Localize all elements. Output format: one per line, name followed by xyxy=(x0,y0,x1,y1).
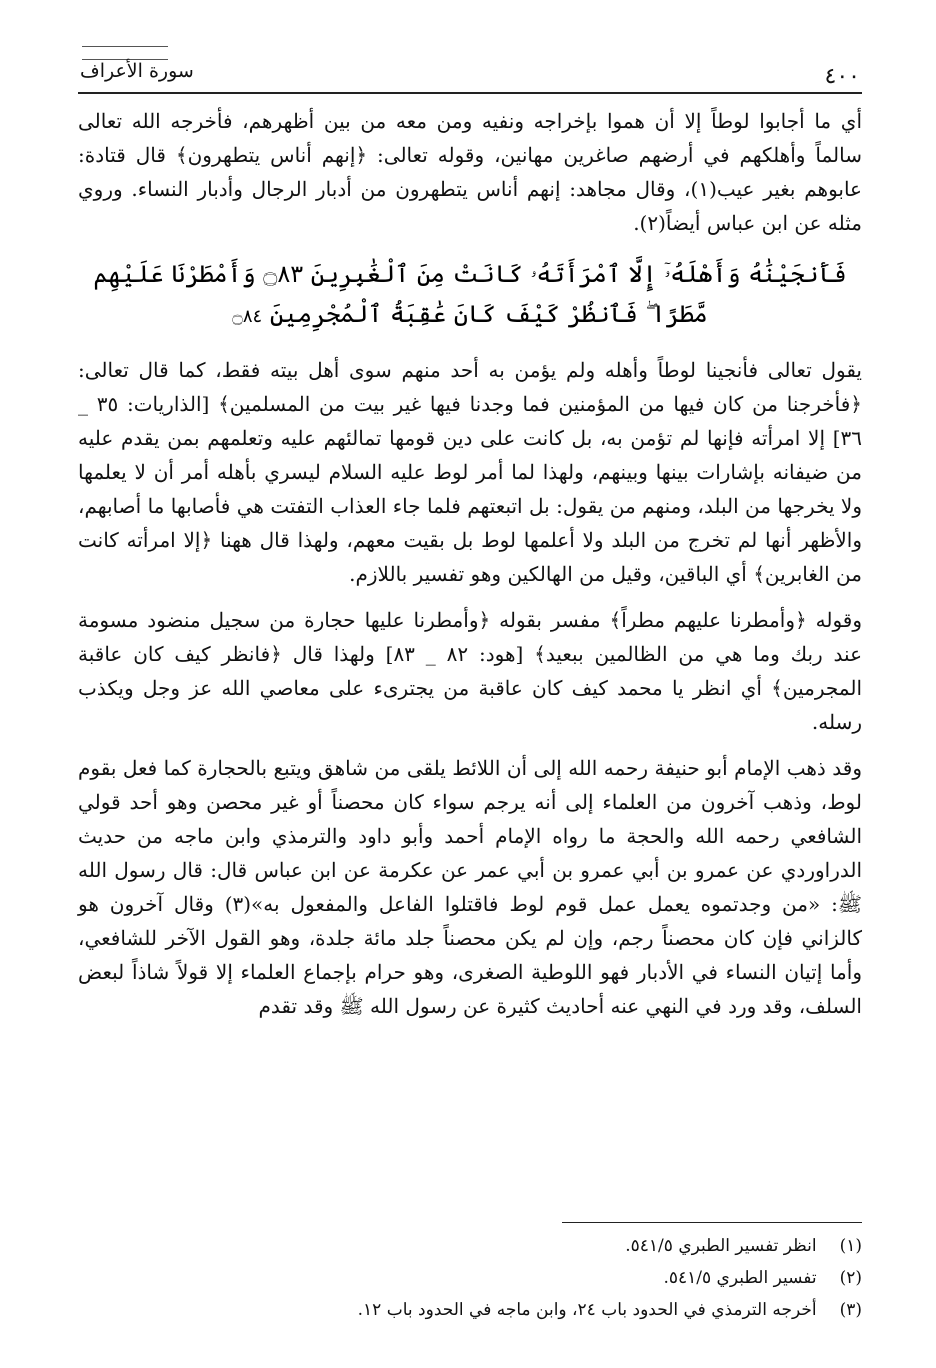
header-divider xyxy=(78,92,862,94)
surah-title: سورة الأعراف xyxy=(80,60,194,82)
footnotes xyxy=(78,1230,862,1326)
header-ornament xyxy=(82,46,168,60)
footnote-item xyxy=(78,1294,862,1326)
paragraph-3: وقوله ﴿وأمطرنا عليهم مطراً﴾ مفسر بقوله ﴿وأمطرنا عليها حجارة من سجيل منضود مسومة عند ربك وما هي من الظالمين ببعيد﴾ [هود: ٨٢ _ ٨٣] ولهذا قال ﴿فانظر كيف كان عاقبة المجرمين﴾ أي انظر يا محمد كيف كان عاقبة من يجترىء على معاصي الله عز وجل ويكذب رسله. xyxy=(78,608,863,734)
footnote-number: (١) xyxy=(839,1236,862,1256)
footnote-text: أخرجه الترمذي في الحدود باب ٢٤، وابن ماجه في الحدود باب ١٢. xyxy=(357,1300,817,1320)
page-body xyxy=(78,104,862,1035)
footnote-text: تفسير الطبري ٥٤١/٥. xyxy=(663,1268,817,1288)
verse-text: فَأَنجَيْنَٰهُ وَأَهْلَهُۥٓ إِلَّا ٱمْرَأَتَهُۥ كَانَتْ مِنَ ٱلْغَٰبِرِينَ ۝٨٣ وَأَمْطَرْنَا عَلَيْهِم مَّطَرًا ۖ فَٱنظُرْ كَيْفَ كَانَ عَٰقِبَةُ ٱلْمُجْرِمِينَ xyxy=(93,260,847,328)
footnote-text: انظر تفسير الطبري ٥٤١/٥. xyxy=(625,1236,817,1256)
page-header xyxy=(78,40,862,96)
footnote-number: (٢) xyxy=(839,1268,862,1288)
quran-verse xyxy=(78,254,862,337)
verse-end-marker: ۝٨٤ xyxy=(232,306,263,327)
page-number: ٤٠٠ xyxy=(824,64,860,89)
footnote-item xyxy=(78,1230,862,1262)
footnote-item xyxy=(78,1262,862,1294)
paragraph-2: يقول تعالى فأنجينا لوطاً وأهله ولم يؤمن به أحد منهم سوى أهل بيته فقط، كما قال تعالى: ﴿فأخرجنا من كان فيها من المؤمنين فما وجدنا فيها غير بيت من المسلمين﴾ [الذاريات: ٣٥ _ ٣٦] إلا امرأته فإنها لم تؤمن به، بل كانت على دين قومها تمالئهم عليه وتعلمهم بمن يقدم عليه من ضيفانه بإشارات بينها وبينهم، ولهذا لما أمر لوط عليه السلام ليسري بأهله أمر أن لا يعلمها ولا يخرجها من البلد، ومنهم من يقول: بل اتبعتهم فلما جاء العذاب التفتت هي فأصابها ما أصابهم، والأظهر أنها لم تخرج من البلد ولا أعلمها لوط بل بقيت معهم، ولهذا قال ههنا ﴿إلا امرأته كانت من الغابرين﴾ أي الباقين، وقيل من الهالكين وهو تفسير باللازم. xyxy=(78,358,862,586)
footnote-separator xyxy=(562,1222,862,1223)
paragraph-1: أي ما أجابوا لوطاً إلا أن هموا بإخراجه ونفيه ومن معه من بين أظهرهم، فأخرجه الله تعالى سالماً وأهلكهم في أرضهم صاغرين مهانين، وقوله تعالى: ﴿إنهم أناس يتطهرون﴾ قال قتادة: عابوهم بغير عيب(١)، وقال مجاهد: إنهم أناس يتطهرون من أدبار الرجال وأدبار النساء. وروي مثله عن ابن عباس أيضاً(٢). xyxy=(78,109,862,235)
paragraph-4: وقد ذهب الإمام أبو حنيفة رحمه الله إلى أن اللائط يلقى من شاهق ويتبع بالحجارة كما فعل بقوم لوط، وذهب آخرون من العلماء إلى أنه يرجم سواء كان محصناً أو غير محصن وهو أحد قولي الشافعي رحمه الله والحجة ما رواه الإمام أحمد وأبو داود والترمذي وابن ماجه من حديث الدراوردي عن عمرو بن أبي عمرو بن أبي عمر عن عكرمة عن ابن عباس قال: قال رسول الله ﷺ: «من وجدتموه يعمل عمل قوم لوط فاقتلوا الفاعل والمفعول به»(٣) وقال آخرون هو كالزاني فإن كان محصناً رجم، وإن لم يكن محصناً جلد مائة جلدة، وهو القول الآخر للشافعي، وأما إتيان النساء في الأدبار فهو اللوطية الصغرى، وهو حرام بإجماع العلماء إلا قولاً شاذاً لبعض السلف، وقد ورد في النهي عنه أحاديث كثيرة عن رسول الله ﷺ وقد تقدم xyxy=(78,756,862,1018)
footnote-number: (٣) xyxy=(839,1300,862,1320)
